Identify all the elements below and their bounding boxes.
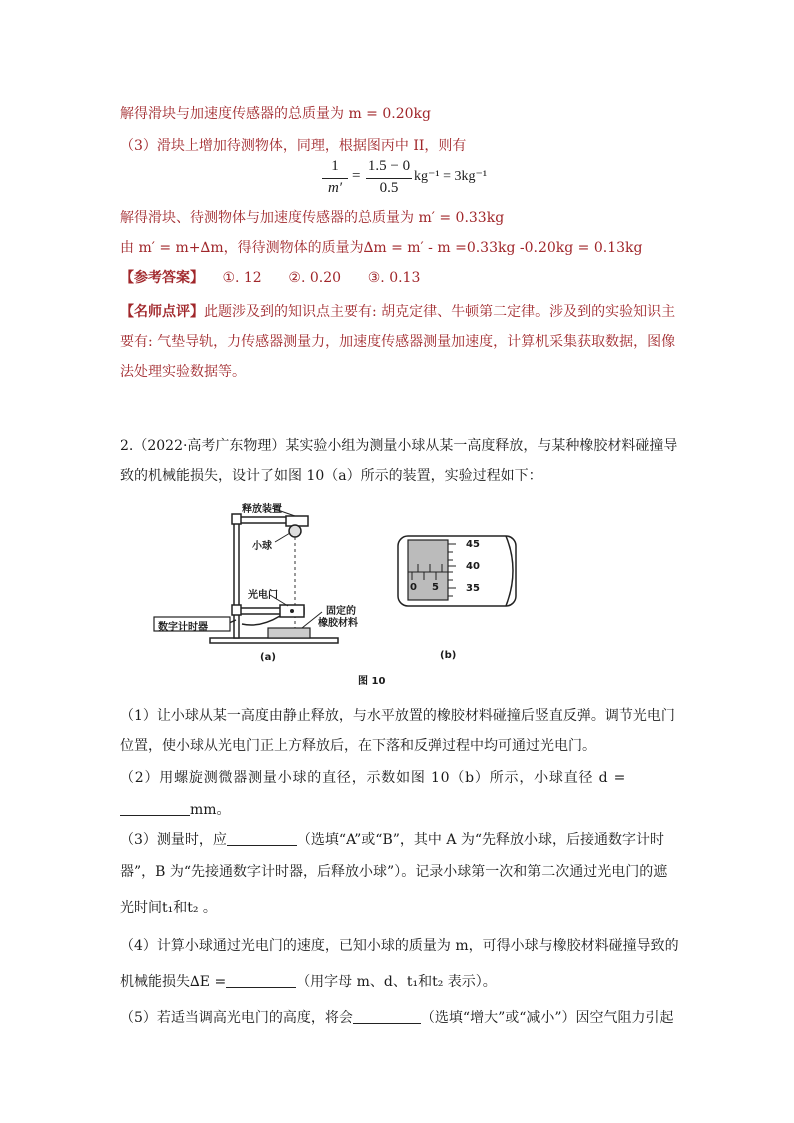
question-p4-1: （4）计算小球通过光电门的速度，已知小球的质量为 m，可得小球与橡胶材料碰撞导致的 [120,938,679,954]
question-p5-suffix: （选填“增大”或“减小”）因空气阻力引起 [420,1010,674,1026]
comment-tag: 【名师点评】 [120,304,204,320]
solution-line-mass: 解得滑块与加速度传感器的总质量为 m = 0.20kg [120,106,431,122]
comment-text-1: 此题涉及到的知识点主要有: 胡克定律、牛顿第二定律。涉及到的实验知识主 [204,304,676,320]
question-p1-1: （1）让小球从某一高度由静止释放，与水平放置的橡胶材料碰撞后竖直反弹。调节光电门 [120,708,675,724]
question-p3-2: 器”，B 为“先接通数字计时器，后释放小球”）。记录小球第一次和第二次通过光电门的遮 [120,864,668,880]
formula-lhs-denominator: m′ [327,180,343,196]
question-p5-prefix: （5）若适当调高光电门的高度，将会 [120,1010,353,1026]
formula-rhs-denominator: 0.5 [379,180,399,196]
question-intro-2: 致的机械能损失，设计了如图 10（a）所示的装置，实验过程如下： [120,468,543,484]
scale-35: 35 [466,583,480,594]
question-intro-1: 2.（2022·高考广东物理）某实验小组为测量小球从某一高度释放，与某种橡胶材料碰撞导 [120,438,678,454]
question-p3-prefix: （3）测量时，应 [120,832,227,848]
answer-blank-energy-loss[interactable] [226,973,296,988]
solution-line-total: 解得滑块、待测物体与加速度传感器的总质量为 m′ = 0.33kg [120,210,505,226]
label-release-device: 释放装置 [242,504,282,515]
label-sub-b: (b) [440,650,457,661]
question-p5-1 [120,1008,674,1028]
label-photogate: 光电门 [248,590,278,601]
label-rubber-1: 固定的 [326,606,356,617]
question-p2-1: （2）用螺旋测微器测量小球的直径，示数如图 10（b）所示，小球直径 d = [120,770,627,786]
question-p2-unit: mm。 [190,802,231,818]
question-p2-2 [120,800,231,820]
solution-line-delta: 由 m′ = m+∆m，得待测物体的质量为∆m = m′ - m =0.33kg -0.20kg = 0.13kg [120,240,643,256]
figure-caption: 图 10 [358,676,386,687]
question-p3-suffix: （选填“A”或“B”，其中 A 为“先释放小球，后接通数字计时 [296,832,665,848]
comment-line-1 [120,302,675,322]
solution-line-step3: （3）滑块上增加待测物体，同理，根据图丙中 II，则有 [120,138,467,154]
scale-40: 40 [466,561,480,572]
answer-blank-diameter[interactable] [120,801,190,816]
answer-values: ①. 12 ②. 0.20 ③. 0.13 [222,270,421,286]
formula: 1 m′ = 1.5 − 0 0.5 kg⁻¹ = 3kg⁻¹ [320,158,490,202]
answer-line [120,268,420,288]
figure-10 [150,500,530,690]
formula-rhs-numerator: 1.5 − 0 [367,158,411,174]
label-rubber-2: 橡胶材料 [318,618,358,629]
formula-lhs-numerator: 1 [331,158,339,174]
label-sub-a: (a) [260,652,276,663]
label-ball: 小球 [252,541,272,552]
answer-tag: 【参考答案】 [120,270,204,286]
question-p3-3: 光时间t₁和t₂ 。 [120,900,217,916]
question-p4-2 [120,972,497,992]
comment-line-3: 法处理实验数据等。 [120,364,246,380]
scale-0: 0 [410,582,417,593]
comment-line-2: 要有: 气垫导轨，力传感器测量力，加速度传感器测量加速度，计算机采集获取数据，图像 [120,334,676,350]
label-digital-timer: 数字计时器 [158,622,208,633]
answer-blank-order[interactable] [227,831,297,846]
question-p1-2: 位置，使小球从光电门正上方释放后，在下落和反弹过程中均可通过光电门。 [120,738,596,754]
question-p3-1 [120,830,664,850]
scale-45: 45 [466,539,480,550]
answer-blank-height[interactable] [353,1009,421,1024]
scale-5: 5 [432,582,439,593]
question-p4-prefix: 机械能损失∆E = [120,974,227,990]
formula-unit: kg⁻¹ = 3kg⁻¹ [414,169,488,184]
question-p4-suffix: （用字母 m、d、t₁和t₂ 表示）。 [296,974,497,990]
apparatus-diagram [150,500,530,690]
